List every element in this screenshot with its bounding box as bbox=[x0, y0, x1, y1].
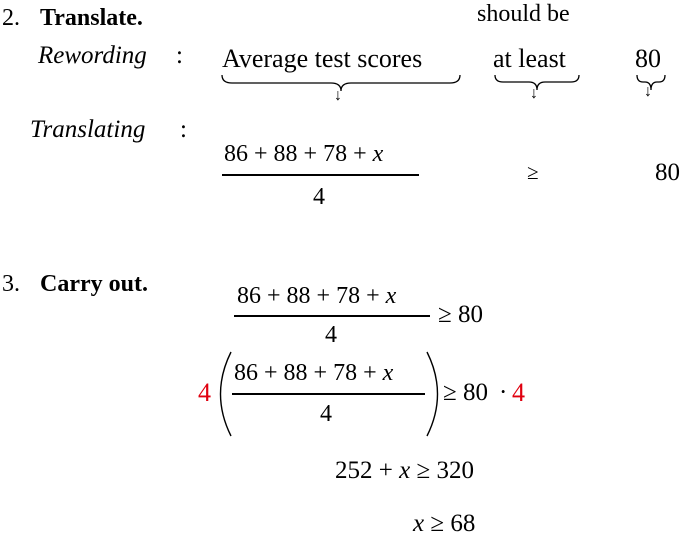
translating-label: Translating bbox=[30, 116, 146, 143]
line1-numerator: 86 + 88 + 78 + x bbox=[237, 283, 397, 309]
phrase-should-be: should be bbox=[477, 1, 570, 27]
phrase-at-least: at least bbox=[493, 44, 566, 73]
arrow-down-icon: ↓ bbox=[644, 83, 652, 100]
translating-colon: : bbox=[180, 116, 187, 143]
rewording-colon: : bbox=[176, 42, 183, 69]
step-2-heading: Translate. bbox=[40, 5, 143, 31]
fraction-denominator: 4 bbox=[313, 184, 325, 210]
rewording-label: Rewording bbox=[38, 42, 147, 69]
arrow-down-icon: ↓ bbox=[334, 87, 342, 104]
step-3-heading: Carry out. bbox=[40, 271, 148, 297]
step-3-number: 3. bbox=[2, 271, 20, 297]
line2-denominator: 4 bbox=[320, 401, 332, 427]
fraction-numerator: 86 + 88 + 78 + x bbox=[224, 141, 384, 167]
phrase-average-test-scores: Average test scores bbox=[222, 44, 423, 73]
phrase-value-80: 80 bbox=[635, 44, 661, 73]
line1-rhs: ≥ 80 bbox=[438, 301, 483, 328]
relation-symbol: ≥ bbox=[527, 160, 539, 184]
line1-denominator: 4 bbox=[325, 322, 337, 348]
line2-dot: · bbox=[499, 379, 508, 406]
line4-result: x ≥ 68 bbox=[413, 510, 476, 537]
arrow-down-icon: ↓ bbox=[530, 85, 538, 102]
line2-fraction-bar bbox=[232, 393, 425, 395]
left-paren bbox=[221, 352, 232, 436]
line2-multiplier: 4 bbox=[198, 378, 211, 407]
right-paren bbox=[427, 352, 438, 436]
line3-equation: 252 + x ≥ 320 bbox=[335, 457, 474, 484]
line2-numerator: 86 + 88 + 78 + x bbox=[234, 360, 394, 386]
line2-rhs-multiplier: 4 bbox=[512, 378, 525, 407]
step-2-number: 2. bbox=[2, 5, 20, 31]
rhs-value: 80 bbox=[655, 159, 680, 186]
line2-rhs: ≥ 80 bbox=[443, 379, 488, 406]
